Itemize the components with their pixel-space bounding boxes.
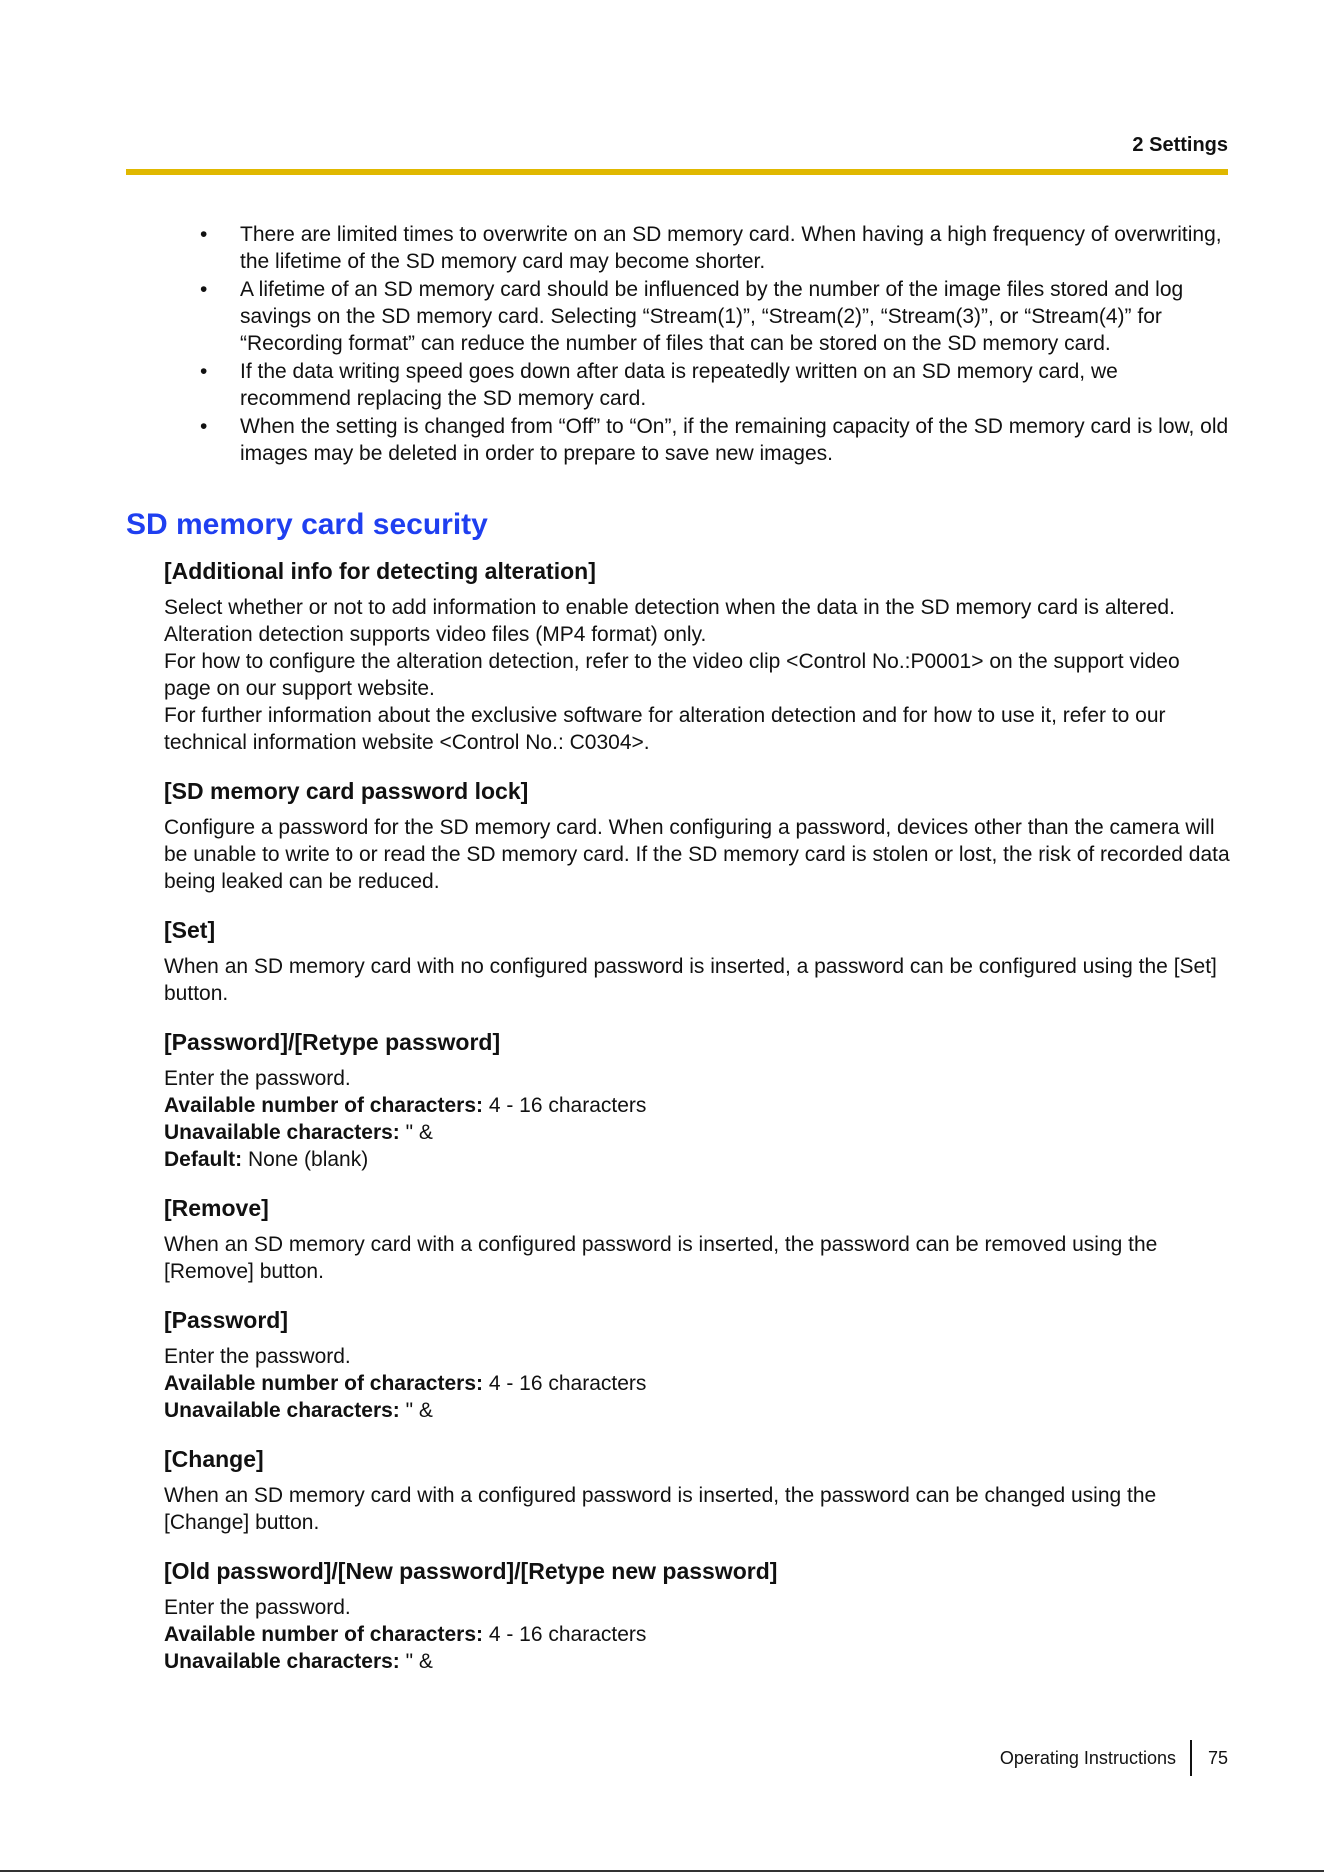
spec-line	[164, 1146, 1230, 1173]
footer-label: Operating Instructions	[999, 1747, 1176, 1768]
spec-label: Available number of characters:	[164, 1372, 483, 1395]
paragraph: Select whether or not to add information to enable detection when the data in the SD memory card is altered. Alteration detection supports video files (MP4 format) only.	[164, 596, 1175, 646]
subsection-set	[164, 913, 1230, 1007]
paragraph: For further information about the exclusive software for alteration detection and for how to use it, refer to our technical information website <Control No.: C0304>.	[164, 704, 1166, 754]
subsection-heading: [Password]	[164, 1307, 288, 1333]
subsection-additional-info	[164, 554, 1230, 756]
spec-line	[164, 1092, 1230, 1119]
list-item	[200, 276, 1230, 357]
subsection-heading: [Change]	[164, 1446, 264, 1472]
list-item-text: When the setting is changed from “Off” to “On”, if the remaining capacity of the SD memory card is low, old images may be deleted in order to prepare to save new images.	[240, 415, 1229, 465]
paragraph: Enter the password.	[164, 1345, 351, 1368]
paragraph: Enter the password.	[164, 1067, 351, 1090]
subsection-password-retype	[164, 1025, 1230, 1173]
subsection-heading: [Remove]	[164, 1195, 269, 1221]
list-item	[200, 221, 1230, 275]
paragraph: For how to configure the alteration detection, refer to the video clip <Control No.:P0001> on the support video page on our support website.	[164, 650, 1180, 700]
spec-line	[164, 1397, 1230, 1424]
subsection-heading: [SD memory card password lock]	[164, 778, 529, 804]
subsection-change	[164, 1442, 1230, 1536]
spec-label: Default:	[164, 1148, 243, 1171]
spec-label: Unavailable characters:	[164, 1399, 400, 1422]
paragraph: When an SD memory card with a configured password is inserted, the password can be removed using the [Remove] button.	[164, 1233, 1158, 1283]
list-item	[200, 413, 1230, 467]
spec-value: " &	[399, 1399, 433, 1422]
section-content	[164, 554, 1230, 1693]
spec-value: 4 - 16 characters	[483, 1372, 647, 1395]
page-number: 75	[1207, 1747, 1228, 1768]
spec-label: Unavailable characters:	[164, 1121, 400, 1144]
list-item	[200, 358, 1230, 412]
paragraph: Configure a password for the SD memory card. When configuring a password, devices other than the camera will be unable to write to or read the SD memory card. If the SD memory card is stolen or lost, the risk of recorded data being leaked can be reduced.	[164, 816, 1230, 893]
spec-line	[164, 1370, 1230, 1397]
spec-value: 4 - 16 characters	[483, 1623, 647, 1646]
spec-value: " &	[399, 1650, 433, 1673]
bullet-icon: •	[200, 278, 208, 301]
footer-separator	[1190, 1740, 1192, 1776]
subsection-heading: [Password]/[Retype password]	[164, 1029, 501, 1055]
subsection-heading: [Additional info for detecting alteration]	[164, 558, 596, 584]
subsection-remove	[164, 1191, 1230, 1285]
subsection-heading: [Set]	[164, 917, 216, 943]
section-title: SD memory card security	[126, 508, 488, 541]
paragraph: Enter the password.	[164, 1596, 351, 1619]
bullet-icon: •	[200, 415, 208, 438]
bullet-icon: •	[200, 360, 208, 383]
subsection-password	[164, 1303, 1230, 1424]
notes-list	[200, 221, 1230, 468]
list-item-text: A lifetime of an SD memory card should be influenced by the number of the image files stored and log savings on the SD memory card. Selecting “Stream(1)”, “Stream(2)”, “Stream(3)”, or “Stream(4)” for “Recording format” can reduce the number of files that can be stored on the SD memory card.	[240, 278, 1184, 355]
subsection-password-lock	[164, 774, 1230, 895]
list-item-text: If the data writing speed goes down after data is repeatedly written on an SD memory card, we recommend replacing the SD memory card.	[240, 360, 1118, 410]
spec-line	[164, 1621, 1230, 1648]
spec-label: Available number of characters:	[164, 1094, 483, 1117]
list-item-text: There are limited times to overwrite on an SD memory card. When having a high frequency of overwriting, the lifetime of the SD memory card may become shorter.	[240, 223, 1222, 273]
subsection-old-new-password	[164, 1554, 1230, 1675]
header-rule	[126, 169, 1228, 175]
paragraph: When an SD memory card with a configured password is inserted, the password can be changed using the [Change] button.	[164, 1484, 1157, 1534]
bullet-icon: •	[200, 223, 208, 246]
spec-value: 4 - 16 characters	[483, 1094, 647, 1117]
page-footer	[1000, 1740, 1228, 1776]
spec-value: " &	[399, 1121, 433, 1144]
subsection-heading: [Old password]/[New password]/[Retype new password]	[164, 1558, 778, 1584]
chapter-title: 2 Settings	[1132, 134, 1228, 156]
spec-line	[164, 1648, 1230, 1675]
spec-line	[164, 1119, 1230, 1146]
spec-label: Unavailable characters:	[164, 1650, 400, 1673]
spec-value: None (blank)	[242, 1148, 369, 1171]
spec-label: Available number of characters:	[164, 1623, 483, 1646]
paragraph: When an SD memory card with no configured password is inserted, a password can be configured using the [Set] button.	[164, 955, 1217, 1005]
